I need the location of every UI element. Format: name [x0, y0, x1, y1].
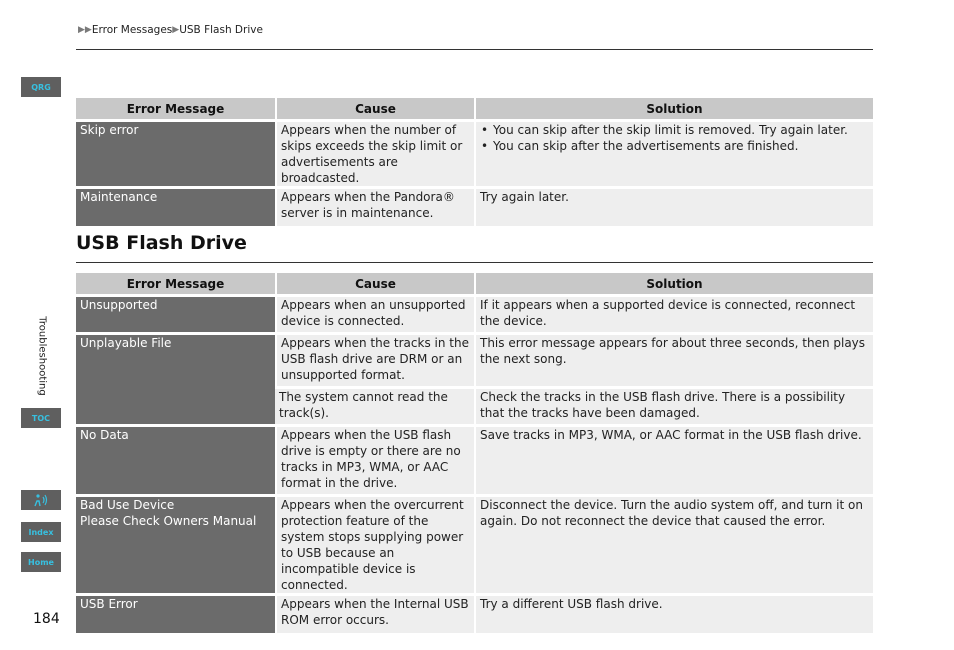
error-message-cell: Unplayable File	[76, 335, 275, 424]
solution-cell	[474, 122, 873, 186]
table-row	[76, 122, 873, 186]
cause-cell: Appears when the USB flash drive is empty or there are no tracks in MP3, WMA, or AAC format in the drive.	[275, 427, 474, 494]
table-row	[76, 297, 873, 332]
error-message-line: Bad Use Device	[80, 498, 175, 512]
cause-cell: Appears when the tracks in the USB flash drive are DRM or an unsupported format.	[275, 335, 474, 386]
error-message-cell: Maintenance	[76, 189, 275, 226]
arrow-right-icon: ▶	[172, 25, 180, 35]
page-number: 184	[33, 611, 60, 627]
solution-cell: Save tracks in MP3, WMA, or AAC format in the USB flash drive.	[474, 427, 873, 494]
solution-cell: This error message appears for about three seconds, then plays the next song.	[474, 335, 873, 386]
section-divider	[76, 262, 873, 263]
toc-button[interactable]: TOC	[21, 408, 61, 428]
breadcrumb-item-error-messages[interactable]: Error Messages	[91, 24, 173, 36]
voice-command-button[interactable]	[21, 490, 61, 510]
section-label: Troubleshooting	[36, 316, 48, 396]
breadcrumb-item-usb-flash-drive[interactable]: USB Flash Drive	[179, 24, 263, 36]
error-table-pandora	[76, 95, 873, 229]
cause-cell: Appears when the overcurrent protection feature of the system stops supplying power to USB because an incompatible device is connected.	[275, 497, 474, 593]
solution-list-item: • You can skip after the advertisements are finished.	[480, 138, 869, 154]
header-divider	[76, 49, 873, 50]
error-message-cell: USB Error	[76, 596, 275, 633]
error-message-cell: No Data	[76, 427, 275, 494]
home-button[interactable]: Home	[21, 552, 61, 572]
qrg-button[interactable]: QRG	[21, 77, 61, 97]
error-message-cell: Skip error	[76, 122, 275, 186]
table-row	[76, 497, 873, 593]
arrow-right-icon: ▶▶	[78, 25, 92, 35]
error-table-usb	[76, 270, 873, 636]
column-header-cause: Cause	[275, 98, 474, 119]
column-header-cause: Cause	[275, 273, 474, 294]
error-message-line: Please Check Owners Manual	[80, 514, 257, 528]
solution-list-item: • You can skip after the skip limit is removed. Try again later.	[480, 122, 869, 138]
column-header-error-message: Error Message	[76, 98, 275, 119]
breadcrumb	[78, 24, 263, 36]
table-header-row	[76, 98, 873, 119]
error-message-cell	[76, 497, 275, 593]
cause-cell: Appears when an unsupported device is connected.	[275, 297, 474, 332]
column-header-solution: Solution	[474, 98, 873, 119]
voice-command-icon	[33, 493, 49, 507]
column-header-solution: Solution	[474, 273, 873, 294]
table-row	[76, 596, 873, 633]
error-message-cell: Unsupported	[76, 297, 275, 332]
solution-cell: Check the tracks in the USB flash drive. There is a possibility that the tracks have been damaged.	[474, 389, 873, 424]
column-header-error-message: Error Message	[76, 273, 275, 294]
solution-list	[480, 122, 869, 154]
table-row	[76, 427, 873, 494]
solution-cell: If it appears when a supported device is connected, reconnect the device.	[474, 297, 873, 332]
table-row	[76, 189, 873, 226]
table-row	[76, 335, 873, 386]
solution-cell: Try again later.	[474, 189, 873, 226]
cause-cell: Appears when the Pandora® server is in maintenance.	[275, 189, 474, 226]
cause-cell: The system cannot read the track(s).	[275, 389, 474, 424]
solution-cell: Try a different USB flash drive.	[474, 596, 873, 633]
solution-cell: Disconnect the device. Turn the audio system off, and turn it on again. Do not reconnect the device that caused the error.	[474, 497, 873, 593]
index-button[interactable]: Index	[21, 522, 61, 542]
cause-cell: Appears when the number of skips exceeds the skip limit or advertisements are broadcasted.	[275, 122, 474, 186]
cause-cell: Appears when the Internal USB ROM error occurs.	[275, 596, 474, 633]
table-header-row	[76, 273, 873, 294]
section-title: USB Flash Drive	[76, 232, 247, 254]
